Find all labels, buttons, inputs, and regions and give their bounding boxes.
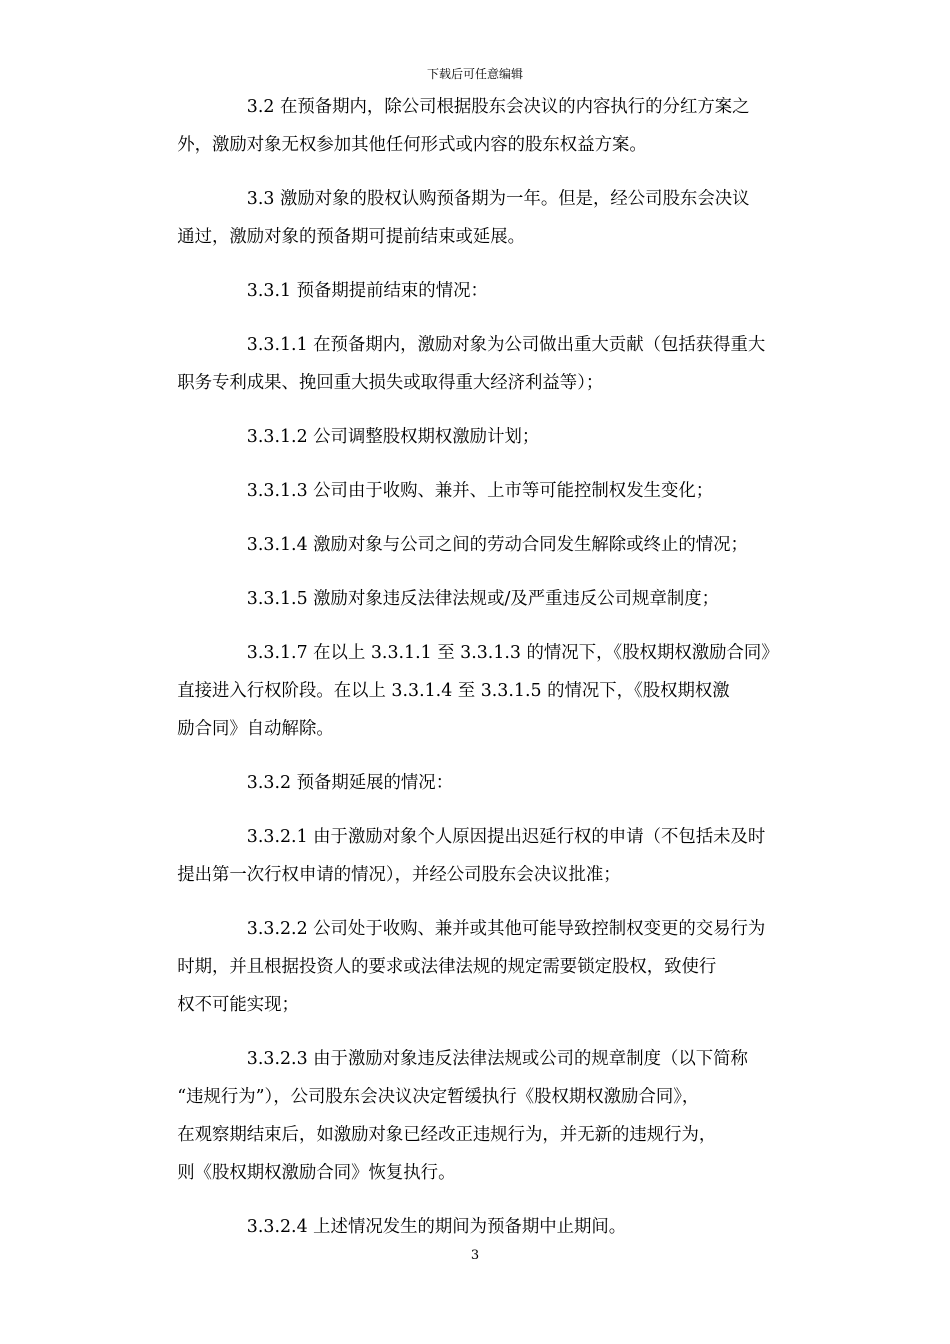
clause-3-3-1-3 [212,472,812,510]
clause-3-3-1-1 [177,326,812,402]
text-line: 3.3.2.3 由于激励对象违反法律法规或公司的规章制度（以下简称 [246,1049,748,1069]
text-line: 在观察期结束后，如激励对象已经改正违规行为，并无新的违规行为， [177,1125,717,1145]
clause-3-3-1 [212,272,812,310]
clause-3-3-2-4 [212,1208,812,1246]
text-line: 3.3.1.7 在以上 3.3.1.1 至 3.3.1.3 的情况下，《股权期权激励合同》 [246,643,779,663]
text-line: 3.3.1.4 激励对象与公司之间的劳动合同发生解除或终止的情况； [246,535,748,555]
page-number: 3 [470,1248,480,1263]
text-line: “违规行为”），公司股东会决议决定暂缓执行《股权期权激励合同》， [177,1087,700,1107]
text-line: 3.3.1.3 公司由于收购、兼并、上市等可能控制权发生变化； [246,481,714,501]
text-line: 3.3.2.1 由于激励对象个人原因提出迟延行权的申请（不包括未及时 [246,827,766,847]
document-body [177,88,812,1262]
header-note: 下载后可任意编辑 [426,67,523,81]
clause-3-3 [177,180,812,256]
clause-3-3-1-4 [212,526,812,564]
text-line: 3.3 激励对象的股权认购预备期为一年。但是，经公司股东会决议 [246,189,750,209]
text-line: 时期，并且根据投资人的要求或法律法规的规定需要锁定股权，致使行 [177,957,717,977]
text-line: 则《股权期权激励合同》恢复执行。 [177,1163,456,1183]
text-line: 权不可能实现； [177,995,299,1015]
text-line: 3.2 在预备期内，除公司根据股东会决议的内容执行的分红方案之 [246,97,750,117]
text-line: 3.3.1 预备期提前结束的情况： [246,281,488,301]
clause-3-3-2-2 [177,910,812,1024]
text-line: 3.3.2.2 公司处于收购、兼并或其他可能导致控制权变更的交易行为 [246,919,766,939]
clause-3-3-1-2 [212,418,812,456]
clause-3-3-1-7 [177,634,812,748]
text-line: 提出第一次行权申请的情况），并经公司股东会决议批准； [177,865,621,885]
text-line: 3.3.1.5 激励对象违反法律法规或/及严重违反公司规章制度； [246,589,720,609]
text-line: 3.3.2 预备期延展的情况： [246,773,454,793]
text-line: 职务专利成果、挽回重大损失或取得重大经济利益等）； [177,373,604,393]
clause-3-3-1-5 [212,580,812,618]
clause-3-2 [177,88,812,164]
text-line: 3.3.1.1 在预备期内，激励对象为公司做出重大贡献（包括获得重大 [246,335,766,355]
clause-3-3-2-1 [177,818,812,894]
text-line: 3.3.1.2 公司调整股权期权激励计划； [246,427,540,447]
text-line: 直接进入行权阶段。在以上 3.3.1.4 至 3.3.1.5 的情况下，《股权期权激 [177,681,730,701]
text-line: 通过，激励对象的预备期可提前结束或延展。 [177,227,526,247]
text-line: 励合同》自动解除。 [177,719,334,739]
text-line: 外，激励对象无权参加其他任何形式或内容的股东权益方案。 [177,135,647,155]
clause-3-3-2-3 [177,1040,812,1192]
clause-3-3-2 [212,764,812,802]
text-line: 3.3.2.4 上述情况发生的期间为预备期中止期间。 [246,1217,627,1237]
